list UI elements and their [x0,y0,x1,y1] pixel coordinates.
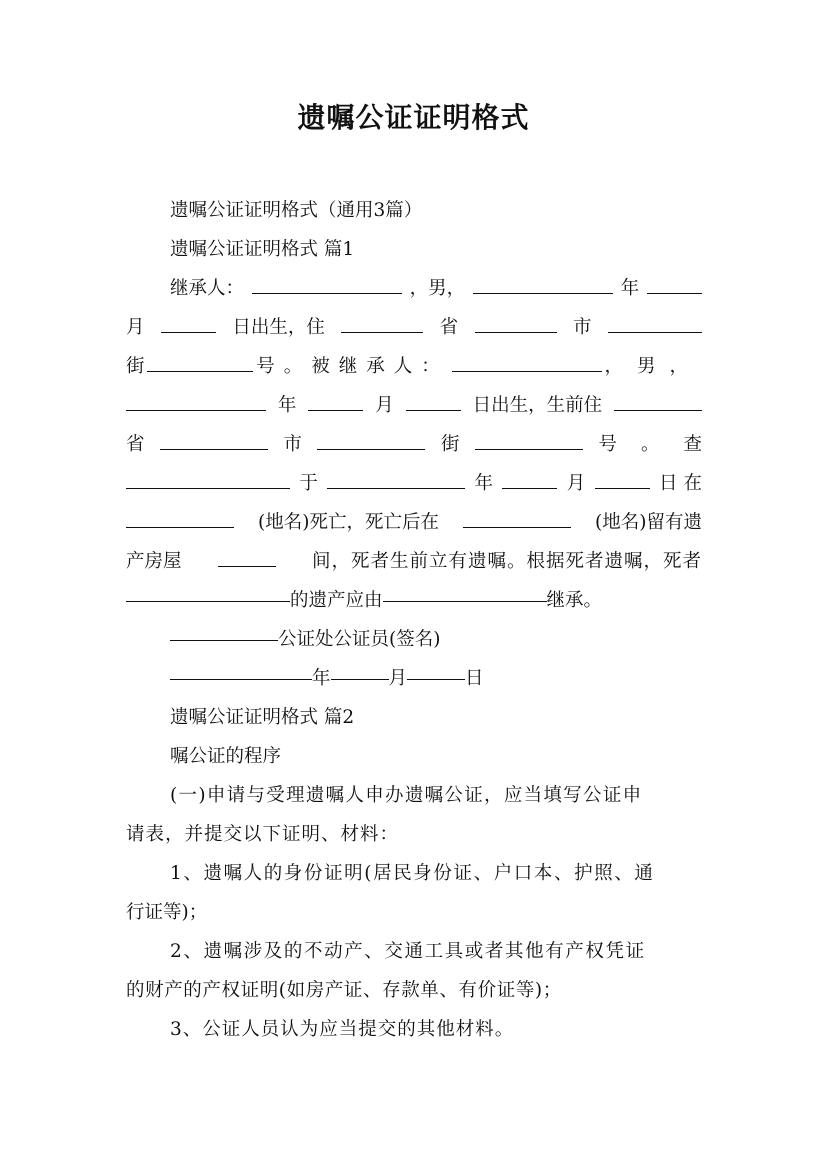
deceased-name-blank [126,487,290,489]
year-text-1: 年 [620,278,640,299]
heir-label: 继承人： [170,278,245,299]
part2-subheading: 嘱公证的程序 [170,746,282,767]
heir-blank-2 [383,600,547,602]
part2-p1-line1: (一)申请与受理遗嘱人申办遗嘱公证，应当填写公证申 [170,785,643,806]
sign-year-blank [170,678,312,680]
city-text-2: 市 [283,434,302,455]
notary-sign-text: 公证处公证员(签名) [278,629,441,650]
on-text: 于 [299,473,318,494]
part2-p1-line2: 请表，并提交以下证明、材料： [126,824,400,845]
death-year-blank [327,487,465,489]
born-live-text: 日出生，住 [232,317,325,338]
part1-line-5 [126,430,726,460]
document-title: 遗嘱公证证明格式 [297,101,530,134]
part1-line-8 [126,547,702,577]
street-text-2: 街 [440,434,460,455]
testator-month-blank [308,409,363,411]
death-month-blank [502,487,557,489]
month-text-2: 月 [375,395,394,416]
province-blank-2 [160,448,268,450]
city-blank-2 [317,448,425,450]
birth-day-blank [161,331,216,333]
street-text: 街 [126,356,145,377]
sign-year-text: 年 [312,668,331,689]
part2-p3-line1: 2、遗嘱涉及的不动产、交通工具或者其他有产权凭证 [170,941,646,962]
estate-by-text: 的遗产应由 [290,590,383,611]
month-text-1: 月 [126,317,145,338]
year-text-2: 年 [277,395,297,416]
born-lived-text: 日出生，生前住 [472,395,603,416]
part1-line-6 [126,469,708,499]
rooms-blank [218,565,276,567]
province-text-2: 省 [126,434,145,455]
year-text-3: 年 [474,473,494,494]
notary-line [170,625,702,655]
part1-line-2 [126,313,702,343]
heir-name-blank [252,292,402,294]
notary-office-blank [170,639,278,641]
testator-year-blank [126,409,266,411]
number-check-text: 号。查 [598,434,726,455]
death-day-blank [595,487,650,489]
city-text: 市 [572,317,592,338]
male-text-2: ，男， [604,356,702,377]
estate-place-blank [463,526,571,528]
date-line [170,664,702,694]
house-number-blank [147,370,253,372]
inherit-text: 继承。 [546,590,603,611]
part1-line-4 [126,391,702,421]
testator-address-blank [614,409,702,411]
month-text-3: 月 [566,473,586,494]
street-blank-2 [475,448,583,450]
part2-heading: 遗嘱公证证明格式 篇2 [170,707,355,728]
testator-day-blank [406,409,461,411]
part1-line-3 [126,352,702,382]
part2-p4-line1: 3、公证人员认为应当提交的其他材料。 [170,1019,515,1040]
estate-house-text: 产房屋 [126,551,182,572]
part2-p2-line2: 行证等)； [126,902,208,923]
sign-month-text: 月 [388,668,408,689]
sign-day-blank [407,678,465,680]
left-estate-text: (地名)留有遗 [595,512,702,533]
part2-p3-line2: 的财产的产权证明(如房产证、存款单、有价证等)； [126,980,562,1001]
day-at-text: 日在 [658,473,708,494]
birth-month-blank-start [647,292,702,294]
province-text: 省 [439,317,459,338]
part1-line-7 [126,508,702,538]
street-blank [608,331,702,333]
deceased-blank-2 [126,600,290,602]
birth-year-blank [473,292,613,294]
city-blank [475,331,557,333]
part1-heading: 遗嘱公证证明格式 篇1 [170,239,355,260]
death-place-blank [126,526,234,528]
part1-line-1 [170,274,702,304]
part1-line-9 [126,586,702,616]
sign-month-blank [331,678,389,680]
male-text-1: ，男， [409,278,466,299]
sign-day-text: 日 [465,668,484,689]
part2-p2-line1: 1、遗嘱人的身份证明(居民身份证、户口本、护照、通 [170,863,655,884]
died-place-text: (地名)死亡，死亡后在 [258,512,439,533]
testator-name-blank [452,370,602,372]
province-blank [341,331,423,333]
intro-line: 遗嘱公证证明格式（通用3篇） [170,200,423,221]
rooms-will-text: 间，死者生前立有遗嘱。根据死者遗嘱，死者 [311,551,702,572]
testator-label: 号。被继承人： [256,356,449,377]
